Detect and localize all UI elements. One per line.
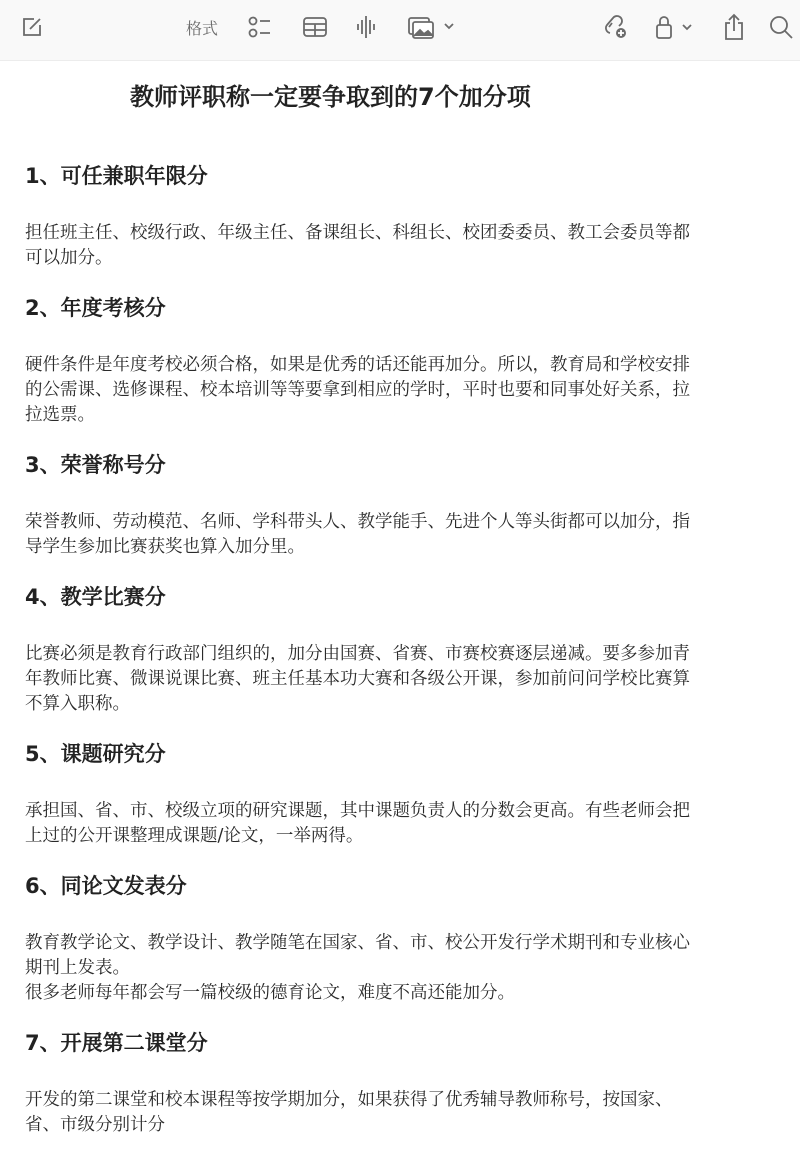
section-heading: 7、开展第二课堂分 [25, 1031, 208, 1055]
section-heading: 3、荣誉称号分 [25, 453, 166, 477]
collaborate-icon[interactable] [598, 12, 632, 42]
lock-button[interactable] [652, 12, 698, 42]
paragraph-line: 不算入职称。 [25, 694, 130, 714]
section-heading: 2、年度考核分 [25, 296, 166, 320]
section-5 [25, 739, 775, 849]
paragraph-line: 比赛必须是教育行政部门组织的，加分由国赛、省赛、市赛校赛逐层递减。要多参加青 [25, 644, 690, 664]
paragraph-line: 上过的公开课整理成课题/论文，一举两得。 [25, 826, 364, 846]
section-2 [25, 293, 775, 428]
section-7 [25, 1028, 775, 1138]
search-icon[interactable] [766, 12, 796, 42]
document-title: 教师评职称一定要争取到的7个加分项 [130, 83, 531, 111]
section-6 [25, 871, 775, 1006]
section-heading: 5、课题研究分 [25, 742, 166, 766]
paragraph-line: 承担国、省、市、校级立项的研究课题，其中课题负责人的分数会更高。有些老师会把 [25, 801, 690, 821]
section-4 [25, 582, 775, 717]
format-button[interactable]: 格式 [185, 18, 218, 38]
paragraph-line: 很多老师每年都会写一篇校级的德育论文，难度不高还能加分。 [25, 983, 515, 1003]
paragraph-line: 省、市级分别计分 [25, 1115, 165, 1135]
note-document[interactable] [25, 78, 775, 1138]
paragraph-line: 的公需课、选修课程、校本培训等等要拿到相应的学时，平时也要和同事处好关系，拉 [25, 380, 690, 400]
media-button[interactable] [405, 12, 457, 42]
paragraph-line: 教育教学论文、教学设计、教学随笔在国家、省、市、校公开发行学术期刊和专业核心 [25, 933, 690, 953]
checklist-icon[interactable] [244, 12, 276, 42]
compose-icon[interactable] [18, 12, 46, 42]
toolbar [0, 0, 800, 61]
paragraph-line: 荣誉教师、劳动模范、名师、学科带头人、教学能手、先进个人等头街都可以加分，指 [25, 512, 690, 532]
paragraph-line: 硬件条件是年度考校必须合格，如果是优秀的话还能再加分。所以，教育局和学校安排 [25, 355, 690, 375]
section-1 [25, 161, 775, 271]
paragraph-line: 可以加分。 [25, 248, 113, 268]
section-heading: 1、可任兼职年限分 [25, 164, 208, 188]
paragraph-line: 年教师比赛、微课说课比赛、班主任基本功大赛和各级公开课，参加前问问学校比赛算 [25, 669, 690, 689]
paragraph-line: 期刊上发表。 [25, 958, 130, 978]
paragraph-line: 开发的第二课堂和校本课程等按学期加分，如果获得了优秀辅导教师称号，按国家、 [25, 1090, 673, 1110]
paragraph-line: 拉选票。 [25, 405, 95, 425]
section-3 [25, 450, 775, 560]
section-heading: 4、教学比赛分 [25, 585, 166, 609]
audio-waveform-icon[interactable] [350, 12, 382, 42]
paragraph-line: 担任班主任、校级行政、年级主任、备课组长、科组长、校团委委员、教工会委员等都 [25, 223, 690, 243]
paragraph-line: 导学生参加比赛获奖也算入加分里。 [25, 537, 305, 557]
section-heading: 6、同论文发表分 [25, 874, 187, 898]
share-icon[interactable] [719, 12, 749, 42]
table-icon[interactable] [299, 12, 331, 42]
